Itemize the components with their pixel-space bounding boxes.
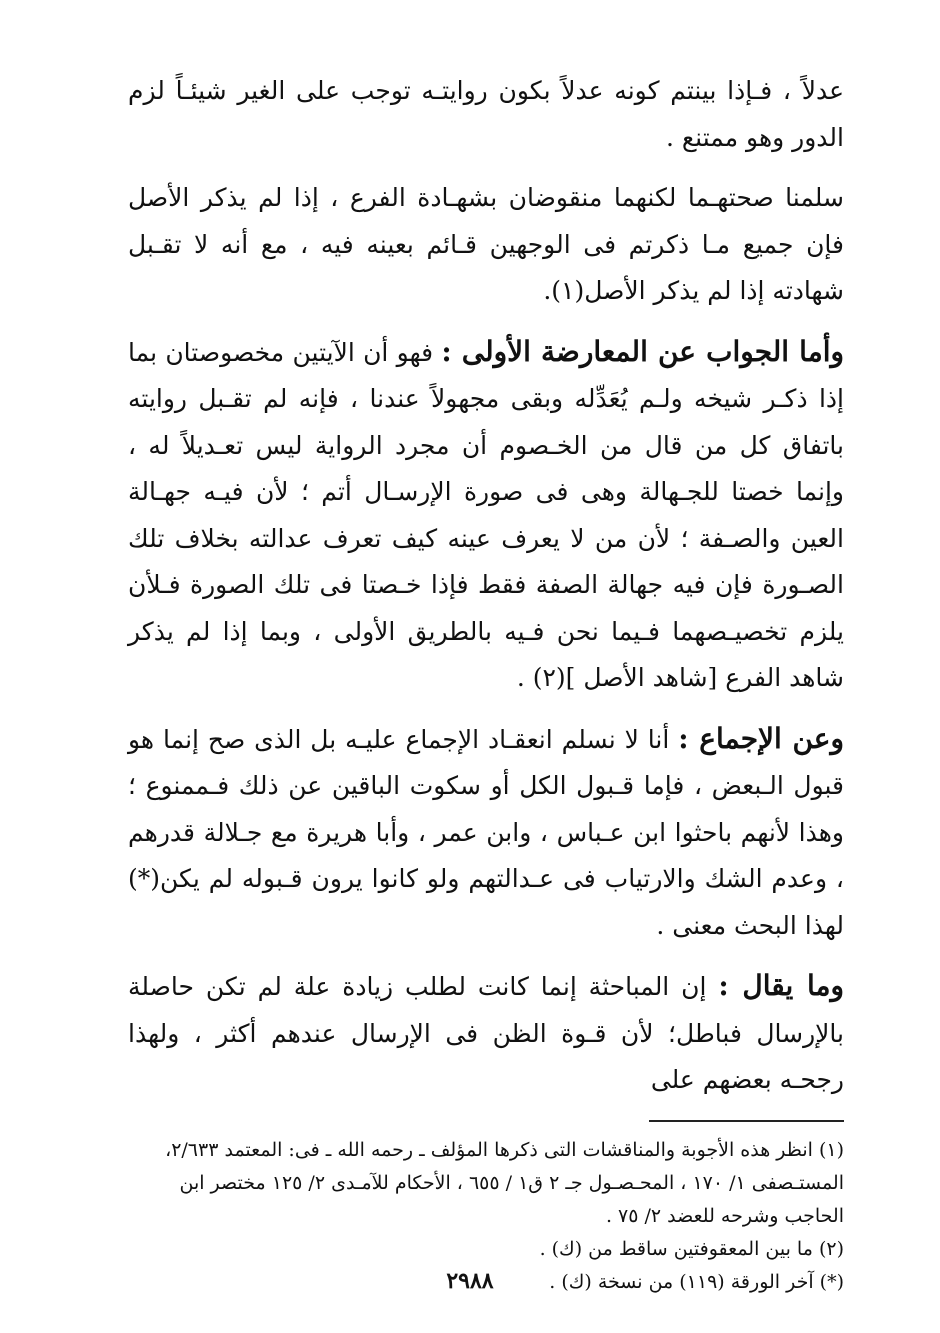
paragraph-3 xyxy=(128,329,844,702)
paragraph-5-text: إن المباحثة إنما كانت لطلب زيادة علة لم تكن حاصلة بالإرسال فباطل؛ لأن قـوة الظن فى الإرسال عندهم أكثر ، ولهذا رجحـه بعضهم على xyxy=(128,972,844,1094)
footnote-1: (١) انظر هذه الأجوبة والمناقشات التى ذكرها المؤلف ـ رحمه الله ـ فى: المعتمد ٢/٦٣٣، المستـصفى ١/ ١٧٠ ، المحـصـول جـ ٢ ق١ / ٦٥٥ ، الأحكام للآمـدى ٢/ ١٢٥ مختصر ابن الحاجب وشرحه للعضد ٢/ ٧٥ . xyxy=(165,1138,844,1227)
paragraph-5 xyxy=(128,963,844,1104)
footnote-divider xyxy=(649,1120,844,1122)
paragraph-5-heading: وما يقال : xyxy=(718,969,845,1002)
footnote-3: (*) آخر الورقة (١١٩) من نسخة (ك) . xyxy=(549,1270,844,1293)
paragraph-3-heading: وأما الجواب عن المعارضة الأولى : xyxy=(441,334,845,368)
paragraph-4-heading: وعن الإجماع : xyxy=(678,721,844,755)
paragraph-4 xyxy=(128,716,844,950)
page-number: ٢٩٨٨ xyxy=(446,1268,494,1294)
paragraph-4-text: أنا لا نسلم انعقـاد الإجماع عليـه بل الذى صح إنما هو قبول الـبعض ، فإما قـبول الكل أو سكوت الباقين عن ذلك فـممنوع ؛ وهذا لأنهم باحثوا ابن عـباس ، وابن عمر ، وأبا هريرة مع جـلالة قدرهم ، وعدم الشك والارتياب فى عـدالتهم ولو كانوا يرون قـبوله لم يكن(*) لهذا البحث معنى . xyxy=(128,724,844,940)
paragraph-3-text: فهو أن الآيتين مخصوصتان بما إذا ذكـر شيخه ولـم يُعَدِّله وبقى مجهولاً عندنا ، فإنه لم تقـبل روايته باتفاق كل من قال من الخـصوم أن مجرد الرواية ليس تعـديلاً له ، وإنما خصتا للجـهالة وهى فى صورة الإرسـال أتم ؛ لأن فيـه جهـالة العين والصـفة ؛ لأن من لا يعرف عينه كيف تعرف عدالته بخلاف تلك الصـورة فإن فيه جهالة الصفة فقط فإذا خـصتا فى تلك الصورة فـلأن يلزم تخصيـصهما فـيما نحن فـيه بالطريق الأولى ، وبما إذا لم يذكر شاهد الفرع [شاهد الأصل ](٢) . xyxy=(128,337,844,692)
paragraph-2: سلمنا صحتهـما لكنهما منقوضان بشهـادة الفرع ، إذا لم يذكر الأصل فإن جميع مـا ذكرتم فى الوجهين قـائم بعينه فيه ، مع أنه لا تقـبل شهادته إذا لم يذكر الأصل(١). xyxy=(128,183,844,305)
footnote-2: (٢) ما بين المعقوفتين ساقط من (ك) . xyxy=(539,1237,844,1260)
main-text xyxy=(128,68,844,1104)
paragraph-1: عدلاً ، فـإذا بينتم كونه عدلاً بكون روايتـه توجب على الغير شيئـاً لزم الدور وهو ممتنع . xyxy=(128,76,844,152)
